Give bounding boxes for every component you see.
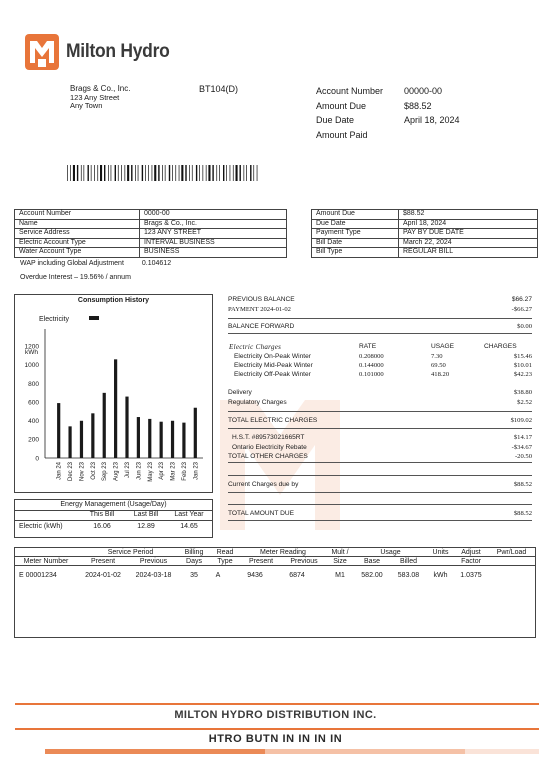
energy-header: Last Bill	[133, 511, 159, 518]
barcode-bar	[84, 165, 85, 181]
energy-header: This Bill	[89, 511, 115, 518]
meter-group-header: Meter Reading	[260, 549, 306, 556]
barcode-bar	[131, 165, 132, 181]
charge-row	[228, 399, 532, 406]
footer-title: MILTON HYDRO DISTRIBUTION INC.	[174, 709, 377, 721]
barcode-bar	[118, 165, 119, 181]
account-table-label: Water Account Type	[15, 248, 140, 258]
meter-sub-header: Previous	[290, 558, 318, 565]
electric-charges-heading: Electric Charges	[229, 343, 282, 351]
overdue-interest: Overdue Interest – 19.56% / annum	[20, 274, 131, 281]
electric-item-rate: 0.144000	[359, 362, 384, 369]
meter-cell-days: 35	[190, 572, 198, 579]
barcode-bar	[108, 165, 109, 181]
meter-sub-header: Previous	[139, 558, 168, 565]
bar	[80, 421, 83, 458]
footer-band	[15, 728, 539, 730]
wap-label: WAP including Global Adjustment	[20, 260, 124, 267]
meter-cell-previous-reading: 6874	[289, 572, 305, 579]
bill-table-label: Due Date	[312, 219, 399, 229]
electric-item-label: Electricity On-Peak Winter	[234, 353, 311, 360]
account-table-label: Electric Account Type	[15, 238, 140, 248]
x-tick-label: Aug 23	[113, 462, 120, 482]
meter-table	[14, 547, 536, 638]
account-table-value: BUSINESS	[140, 248, 287, 258]
barcode-bar	[100, 165, 102, 181]
barcode-bar	[91, 165, 92, 181]
footer-streak	[15, 745, 539, 767]
account-table-value: INTERVAL BUSINESS	[140, 238, 287, 248]
barcode-bar	[154, 165, 156, 181]
charge-label: Ontario Electricity Rebate	[232, 444, 307, 451]
wap-value: 0.104612	[141, 260, 172, 267]
bar	[114, 359, 117, 458]
barcode-bar	[212, 165, 213, 181]
charge-value: -20.50	[514, 453, 532, 460]
charge-label: TOTAL OTHER CHARGES	[228, 453, 308, 460]
charge-label: BALANCE FORWARD	[228, 323, 295, 330]
energy-value-last-bill: 12.89	[137, 523, 155, 530]
bill-table-value: April 18, 2024	[399, 219, 538, 229]
meter-sub-header: Days	[186, 558, 202, 565]
barcode-bar	[206, 165, 207, 181]
y-tick-label: 1200	[24, 343, 39, 351]
meter-sub-header: Factor	[461, 558, 481, 565]
bar	[137, 417, 140, 458]
meter-sub-header: Billed	[399, 558, 418, 565]
barcode-bar	[111, 165, 112, 181]
bill-table-label: Payment Type	[312, 229, 399, 239]
charge-value: $2.52	[517, 399, 532, 406]
barcode-bar	[67, 165, 68, 181]
barcode-bar	[70, 165, 71, 181]
meter-sub-header: Type	[217, 558, 233, 565]
y-tick-label: 800	[28, 380, 39, 388]
y-axis-label: kWh	[25, 349, 38, 356]
barcode-bar	[219, 165, 220, 181]
bar	[194, 408, 197, 458]
customer-city: Any Town	[70, 101, 103, 110]
electric-item-usage: 69.50	[431, 362, 446, 369]
meter-cell-present-reading: 9436	[247, 572, 263, 579]
meter-group-header: Pwr/Load	[496, 549, 527, 556]
charge-label: Delivery	[228, 389, 252, 396]
bar	[171, 421, 174, 458]
charge-label: TOTAL ELECTRIC CHARGES	[228, 417, 318, 424]
charge-row	[228, 306, 532, 313]
energy-value-last-year: 14.65	[180, 523, 198, 530]
barcode-bar	[172, 165, 173, 181]
charge-value: $66.27	[511, 296, 532, 303]
account-info-table	[14, 209, 287, 258]
barcode-bar	[189, 165, 190, 181]
bill-info-table	[311, 209, 538, 258]
charge-row	[228, 296, 532, 303]
barcode-bar	[73, 165, 75, 181]
charge-value: $88.52	[513, 481, 532, 488]
barcode-bar	[240, 165, 241, 181]
y-tick-label: 0	[35, 455, 39, 463]
usage-header: USAGE	[431, 343, 455, 350]
brand-name: Milton Hydro	[66, 41, 170, 62]
barcode	[67, 165, 262, 181]
meter-sub-header: Present	[90, 558, 116, 565]
summary-value: $88.52	[404, 100, 432, 111]
energy-title: Energy Management (Usage/Day)	[60, 501, 167, 508]
barcode-bar	[104, 165, 105, 181]
customer-name: Brags & Co., Inc.	[70, 84, 131, 93]
barcode-bar	[142, 165, 143, 181]
footer-subtitle: HTRO BUTN IN IN IN IN	[208, 733, 343, 745]
brand-logo	[24, 33, 179, 71]
meter-group-header: Read	[216, 549, 234, 556]
barcode-bar	[175, 165, 176, 181]
charge-row	[228, 389, 532, 396]
charge-row	[228, 481, 532, 488]
energy-value-this-bill: 16.06	[93, 523, 111, 530]
electric-item-rate: 0.101000	[359, 371, 384, 378]
x-tick-label: Mar 23	[170, 462, 177, 481]
meter-cell-units: kWh	[433, 572, 448, 579]
energy-management-box	[14, 499, 213, 538]
barcode-bar	[226, 165, 227, 181]
barcode-bar	[158, 165, 159, 181]
meter-cell-usage-base: 582.00	[361, 572, 383, 579]
x-tick-label: Sep 23	[102, 462, 109, 482]
charge-label: H.S.T. #89573021665RT	[232, 434, 305, 441]
barcode-bar	[138, 165, 139, 181]
charges-header: CHARGES	[484, 343, 517, 350]
charge-row	[228, 417, 532, 424]
charge-row	[228, 510, 532, 517]
meter-group-header: Units	[432, 549, 449, 556]
x-tick-label: Apr 23	[159, 462, 166, 480]
meter-sub-header: Present	[248, 558, 274, 565]
barcode-bar	[81, 165, 82, 181]
x-tick-label: Jun 23	[136, 462, 143, 481]
barcode-bar	[199, 165, 200, 181]
rate-header: RATE	[359, 343, 377, 350]
account-table-value: Brags & Co., Inc.	[140, 219, 287, 229]
chart-title: Consumption History	[77, 297, 150, 304]
charge-row	[228, 453, 532, 460]
charge-label: Regulatory Charges	[228, 399, 287, 406]
barcode-bar	[236, 165, 238, 181]
electric-item-charge: $42.23	[513, 371, 532, 378]
electric-item-usage: 418.20	[431, 371, 450, 378]
meter-sub-header: Meter Number	[23, 558, 69, 565]
barcode-bar	[115, 165, 116, 181]
charge-label: Current Charges due by	[228, 481, 299, 488]
meter-sub-header: Size	[333, 558, 347, 565]
y-tick-label: 1000	[24, 362, 39, 370]
energy-header: Last Year	[174, 511, 204, 518]
account-table-label: Account Number	[15, 210, 140, 220]
barcode-bar	[179, 165, 180, 181]
summary-label: Due Date	[316, 115, 355, 125]
bill-table-label: Bill Type	[312, 248, 399, 258]
summary-label: Account Number	[316, 86, 384, 96]
meter-group-header: Mult /	[331, 549, 349, 556]
x-tick-label: Oct 23	[90, 462, 97, 480]
account-table-value: 0000-00	[140, 210, 287, 220]
barcode-bar	[169, 165, 170, 181]
barcode-bar	[216, 165, 217, 181]
meter-cell-present-date: 2024-01-02	[85, 572, 121, 579]
customer-street: 123 Any Street	[70, 92, 120, 102]
summary-label: Amount Due	[316, 100, 367, 111]
meter-group-header: Adjust	[461, 549, 481, 556]
meter-cell-usage-billed: 583.08	[397, 572, 420, 579]
barcode-bar	[250, 165, 251, 181]
charge-label: PREVIOUS BALANCE	[228, 296, 295, 303]
charge-label: TOTAL AMOUNT DUE	[228, 510, 295, 517]
x-tick-label: Jan 24	[56, 462, 63, 481]
barcode-bar	[244, 165, 245, 181]
account-table-label: Service Address	[15, 229, 140, 239]
barcode-bar	[135, 165, 136, 181]
bill-table-label: Amount Due	[312, 210, 399, 220]
barcode-bar	[181, 165, 183, 181]
bar	[68, 426, 71, 458]
barcode-bar	[125, 165, 126, 181]
charge-value: -$66.27	[511, 306, 532, 313]
electric-item-charge: $15.46	[513, 353, 532, 360]
barcode-bar	[185, 165, 186, 181]
footer-band	[15, 703, 539, 705]
barcode-bar	[233, 165, 234, 181]
meter-cell-number: E 00001234	[19, 572, 57, 579]
charge-value: $38.80	[513, 389, 532, 396]
consumption-chart	[15, 295, 212, 492]
legend-label: Electricity	[39, 316, 69, 323]
barcode-bar	[97, 165, 98, 181]
bill-table-value: $88.52	[399, 210, 538, 220]
meter-sub-header: Base	[364, 558, 380, 565]
electric-item-rate: 0.208000	[359, 353, 384, 360]
x-tick-label: Dec 23	[68, 462, 75, 482]
barcode-bar	[230, 165, 231, 181]
meter-cell-read-type: A	[215, 572, 221, 579]
charge-value: $0.00	[517, 323, 532, 330]
bar	[182, 423, 185, 458]
mh-logo-icon	[24, 33, 60, 71]
barcode-bar	[203, 165, 204, 181]
bill-table-value: March 22, 2024	[399, 238, 538, 248]
x-tick-label: May 23	[147, 462, 154, 482]
y-tick-label: 200	[28, 436, 39, 444]
charge-label: PAYMENT 2024-01-02	[228, 306, 291, 313]
charge-row	[228, 323, 532, 330]
y-tick-label: 600	[28, 399, 39, 407]
electric-item-label: Electricity Mid-Peak Winter	[234, 362, 313, 369]
bar	[160, 422, 163, 458]
bill-code: BT104(D)	[199, 84, 239, 94]
barcode-bar	[88, 165, 89, 181]
barcode-bar	[127, 165, 129, 181]
bar	[103, 393, 106, 458]
bar	[91, 413, 94, 458]
barcode-bar	[223, 165, 224, 181]
x-tick-label: Jul 23	[125, 462, 131, 479]
barcode-bar	[165, 165, 166, 181]
x-tick-label: Nov 23	[79, 462, 86, 482]
x-tick-label: Jan 23	[193, 462, 200, 481]
meter-group-header: Service Period	[107, 549, 154, 556]
barcode-bar	[208, 165, 210, 181]
summary-value: 00000-00	[404, 86, 443, 96]
barcode-bar	[152, 165, 153, 181]
charge-value: -$34.67	[511, 444, 532, 451]
bill-table-label: Bill Date	[312, 238, 399, 248]
account-table-label: Name	[15, 219, 140, 229]
electric-item-label: Electricity Off-Peak Winter	[234, 371, 311, 378]
charge-value: $109.02	[510, 417, 532, 424]
charge-value: $88.52	[513, 510, 532, 517]
bill-table-value: REGULAR BILL	[399, 248, 538, 258]
barcode-bar	[257, 165, 258, 181]
barcode-bar	[162, 165, 163, 181]
summary-value: April 18, 2024	[404, 115, 460, 125]
charge-row	[228, 434, 532, 441]
account-table-value: 123 ANY STREET	[140, 229, 287, 239]
legend-swatch	[89, 316, 99, 320]
bill-table-value: PAY BY DUE DATE	[399, 229, 538, 239]
barcode-bar	[253, 165, 254, 181]
barcode-bar	[148, 165, 149, 181]
meter-cell-adjust-factor: 1.0375	[460, 572, 482, 579]
bar	[148, 419, 151, 458]
charge-row	[228, 444, 532, 451]
energy-row-label: Electric (kWh)	[19, 523, 63, 530]
meter-cell-mult: M1	[335, 572, 345, 579]
wap-line	[20, 260, 171, 267]
charge-value: $14.17	[513, 434, 532, 441]
bar	[57, 403, 60, 458]
meter-cell-previous-date: 2024-03-18	[135, 572, 172, 579]
customer-address	[70, 85, 130, 111]
y-tick-label: 400	[28, 418, 39, 426]
summary-label: Amount Paid	[316, 129, 368, 140]
electric-item-charge: $10.01	[513, 362, 532, 369]
barcode-bar	[246, 165, 247, 181]
x-tick-label: Feb 23	[181, 462, 188, 481]
barcode-bar	[196, 165, 197, 181]
consumption-chart-box	[14, 294, 213, 493]
barcode-bar	[77, 165, 78, 181]
bar	[125, 397, 128, 458]
electric-item-usage: 7.30	[431, 353, 443, 360]
account-summary	[316, 84, 460, 142]
meter-group-header: Usage	[380, 549, 401, 556]
barcode-bar	[145, 165, 146, 181]
barcode-bar	[94, 165, 95, 181]
meter-group-header: Billing	[184, 549, 204, 556]
barcode-bar	[121, 165, 122, 181]
barcode-bar	[192, 165, 193, 181]
